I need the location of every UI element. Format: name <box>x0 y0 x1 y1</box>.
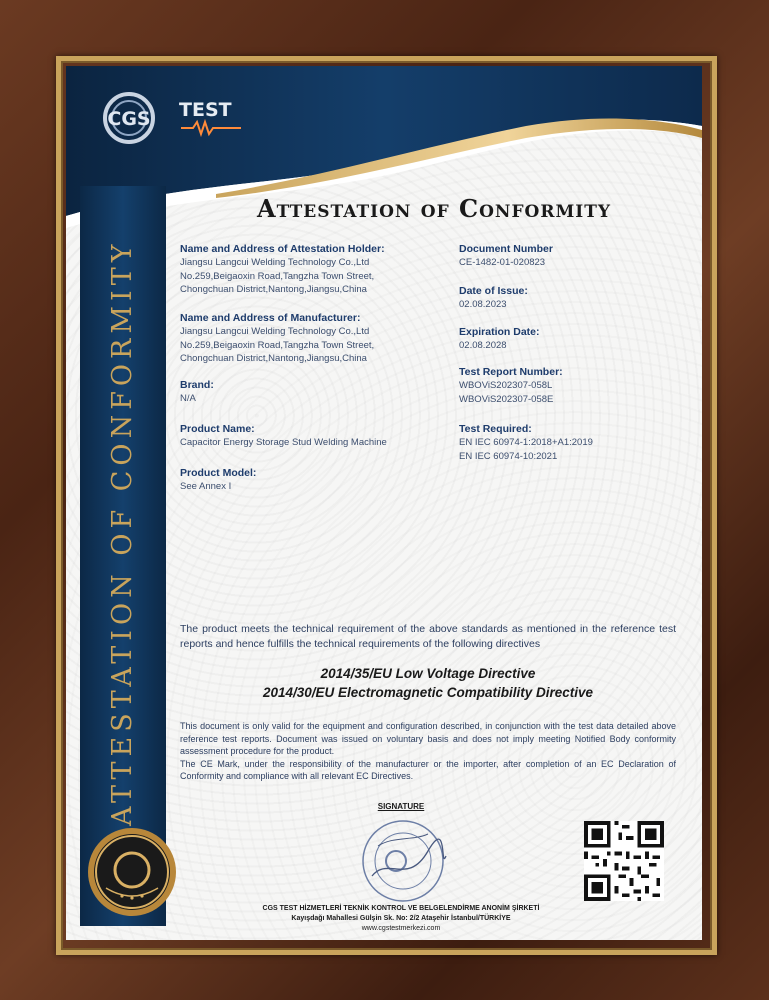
document-number-field <box>459 242 659 270</box>
field-label: Test Required: <box>459 423 532 435</box>
field-value: See Annex I <box>180 481 232 492</box>
directive-line: 2014/30/EU Electromagnetic Compatibility Directive <box>262 685 594 700</box>
product-name-field <box>180 422 460 450</box>
sidebar-vertical-title: ATTESTATION OF CONFORMITY <box>107 239 138 826</box>
directives-block <box>180 664 676 702</box>
field-value: Capacitor Energy Storage Stud Welding Machine <box>180 437 387 448</box>
field-value: N/A <box>180 393 196 404</box>
field-value: WBOViS202307-058E <box>459 393 554 405</box>
expiration-date-field <box>459 325 659 353</box>
field-label: Name and Address of Attestation Holder: <box>180 243 385 255</box>
disclaimer-paragraph: The CE Mark, under the responsibility of the manufacturer or the importer, after completion of an EC Declaration of Conformity and compliance with all relevant EC Directives. <box>180 758 676 781</box>
conformity-statement: The product meets the technical requirement of the above standards as mentioned in the reference test reports and hence fulfills the technical requirements of the following directives <box>180 623 676 650</box>
test-required-field <box>459 422 659 463</box>
signature-stamp <box>358 816 448 906</box>
disclaimer-text <box>180 720 676 783</box>
field-value: No.259,Beigaoxin Road,Tangzha Town Street, <box>180 270 375 282</box>
cgs-test-logo <box>101 78 251 148</box>
footer-company: CGS TEST HİZMETLERİ TEKNİK KONTROL VE BELGELENDİRME ANONİM ŞİRKETİ <box>262 905 540 912</box>
qr-code <box>584 821 664 901</box>
field-label: Document Number <box>459 243 553 255</box>
footer <box>216 904 586 934</box>
field-value: EN IEC 60974-1:2018+A1:2019 <box>459 437 593 448</box>
footer-website: www.cgstestmerkezi.com <box>361 925 441 932</box>
page-title: Attestation of Conformity <box>256 194 612 223</box>
field-value: 02.08.2023 <box>459 299 507 310</box>
field-label: Expiration Date: <box>459 326 540 338</box>
field-label: Test Report Number: <box>459 366 563 378</box>
certificate-paper <box>66 66 702 940</box>
field-label: Product Name: <box>180 423 255 435</box>
logo-brand-text: TEST <box>179 99 232 121</box>
disclaimer-paragraph: This document is only valid for the equipment and configuration described, in conjunction with the test data detailed above reference test reports. Document was issued on voluntary basis and does not imply meeting Notified Body conformity assessment procedure for the product. <box>180 721 676 756</box>
logo-mark-text: CGS <box>107 108 151 130</box>
field-value: No.259,Beigaoxin Road,Tangzha Town Street, <box>180 339 375 351</box>
field-value: Jiangsu Langcui Welding Technology Co.,Ltd <box>180 326 370 337</box>
field-label: Date of Issue: <box>459 285 528 297</box>
field-value: 02.08.2028 <box>459 340 507 351</box>
manufacturer-field <box>180 311 460 366</box>
field-value: Jiangsu Langcui Welding Technology Co.,Ltd <box>180 257 370 268</box>
field-value: WBOViS202307-058L <box>459 380 553 391</box>
directive-line: 2014/35/EU Low Voltage Directive <box>320 666 536 681</box>
attestation-holder-field <box>180 242 460 297</box>
field-label: Product Model: <box>180 467 257 479</box>
field-value: CE-1482-01-020823 <box>459 257 546 268</box>
test-report-number-field <box>459 365 659 406</box>
footer-address: Kayışdağı Mahallesi Gülşin Sk. No: 2/2 Ataşehir İstanbul/TÜRKİYE <box>291 915 511 922</box>
date-of-issue-field <box>459 284 659 312</box>
product-model-field <box>180 466 460 494</box>
brand-field <box>180 378 460 406</box>
field-value: Chongchuan District,Nantong,Jiangsu,China <box>180 353 367 364</box>
field-label: Name and Address of Manufacturer: <box>180 312 361 324</box>
gold-seal <box>86 826 178 918</box>
signature-label: SIGNATURE <box>377 802 425 811</box>
field-value: Chongchuan District,Nantong,Jiangsu,China <box>180 284 367 295</box>
field-label: Brand: <box>180 379 214 391</box>
field-value: EN IEC 60974-10:2021 <box>459 450 558 462</box>
